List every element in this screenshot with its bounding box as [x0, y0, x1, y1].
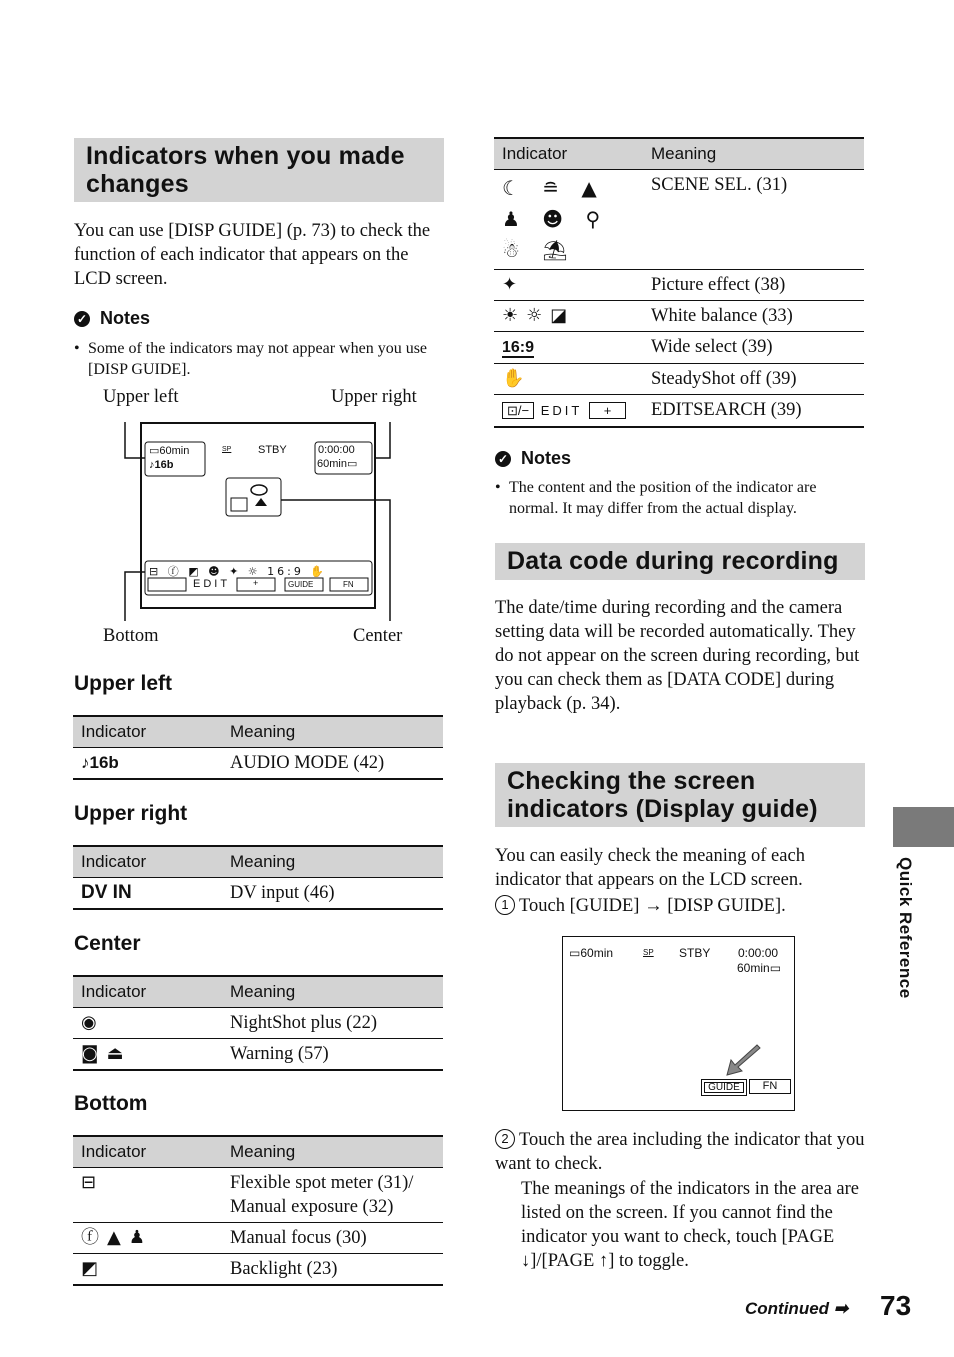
manual-focus-icon: ⓕ▲♟: [81, 1227, 153, 1248]
table-upper-right: Indicator Meaning DV IN DV input (46): [73, 845, 443, 910]
table-row: ◙⏏ Warning (57): [73, 1039, 443, 1071]
editsearch-icon: ⊡/− EDIT +: [502, 402, 626, 419]
note-item: • The content and the position of the indicator are normal. It may differ from the actual display.: [495, 477, 867, 519]
heading-upper-left: Upper left: [74, 672, 173, 695]
lcd-fn: FN: [343, 580, 354, 589]
screen-counter: 0:00:00: [738, 946, 779, 960]
table-row: ♪16b AUDIO MODE (42): [73, 748, 443, 780]
screen-stby: STBY: [679, 946, 711, 960]
table-row: ⊟ Flexible spot meter (31)/ Manual exposure (32): [73, 1168, 443, 1223]
label-upper-left: Upper left: [103, 387, 179, 407]
backlight-icon: ◩: [81, 1258, 107, 1279]
note-item: • Some of the indicators may not appear when you use [DISP GUIDE].: [74, 338, 446, 380]
table-row: DV IN DV input (46): [73, 878, 443, 910]
fn-button[interactable]: FN: [749, 1079, 791, 1094]
label-center: Center: [353, 626, 403, 646]
dv-input-icon: DV IN: [81, 882, 132, 903]
page-number: 73: [880, 1290, 912, 1321]
section-title-display-guide: Checking the screen indicators (Display guide): [495, 763, 865, 827]
notes-icon: ✓: [74, 311, 90, 327]
heading-bottom: Bottom: [74, 1092, 148, 1115]
display-guide-paragraph: You can easily check the meaning of each indicator that appears on the LCD screen.: [495, 846, 805, 890]
notes-icon: ✓: [495, 451, 511, 467]
lcd-battery-time: ▭60min: [149, 445, 190, 457]
intro-paragraph: You can use [DISP GUIDE] (p. 73) to check the function of each indicator that appears on the LCD screen.: [74, 221, 431, 289]
chapter-tab-label: Quick Reference: [896, 857, 915, 999]
data-code-paragraph: The date/time during recording and the camera setting data will be recorded automatically. They do not appear on the screen during recording, but you can check them as [DATA CODE] during playback (p. 34).: [495, 598, 860, 714]
picture-effect-icon: ✦: [502, 274, 526, 295]
lcd-audio-mode: ♪16b: [149, 459, 174, 471]
table-row: ✋ SteadyShot off (39): [494, 364, 864, 395]
spot-meter-icon: ⊟: [81, 1172, 105, 1193]
table-row: ☀☼◪ White balance (33): [494, 301, 864, 332]
white-balance-icons: ☀☼◪: [502, 305, 576, 326]
continued-label: Continued ➡: [745, 1299, 849, 1318]
lcd-plus: +: [253, 578, 259, 588]
heading-upper-right: Upper right: [74, 802, 188, 825]
table-center: Indicator Meaning ◉ NightShot plus (22) ◙⏏ Warning (57): [73, 975, 443, 1071]
chapter-tab-marker: [893, 807, 954, 847]
lcd-diagram-lines: [95, 385, 435, 650]
lcd-counter: 0:00:00: [318, 444, 355, 456]
lcd-guide: GUIDE: [288, 580, 314, 589]
notes-heading-right: ✓ Notes: [495, 448, 571, 469]
table-row: 16:9 Wide select (39): [494, 332, 864, 364]
section-title-indicators-changes: Indicators when you made changes: [74, 138, 444, 202]
screen-battery-time: ▭60min: [569, 946, 614, 960]
lcd-bottom-icons: ⊟ ⓕ ◩ ☻ ✦ ☼ 16:9 ✋: [149, 565, 328, 578]
table-row: ☾ ≘ ▲ ♟ ☻ ⚲ ☃ ⛱ SCENE SEL. (31): [494, 170, 864, 270]
table-row: ⊡/− EDIT + EDITSEARCH (39): [494, 395, 864, 428]
table-bottom: Indicator Meaning ⊟ Flexible spot meter (31)/ Manual exposure (32) ⓕ▲♟ Manual focus (30) ◩ Backlight (23): [73, 1135, 443, 1286]
label-upper-right: Upper right: [331, 387, 417, 407]
steadyshot-off-icon: ✋: [502, 368, 533, 389]
heading-center: Center: [74, 932, 141, 955]
table-right-indicators: Indicator Meaning ☾ ≘ ▲ ♟ ☻ ⚲ ☃ ⛱ SCENE SEL. (31) ✦ Picture effect (38) ☀☼◪ White balance (33) 16:9 Wide select (39) ✋ SteadyShot off (39) ⊡/− EDIT + EDITSEARCH (39): [494, 137, 864, 428]
scene-selection-icons: ☾ ≘ ▲ ♟ ☻ ⚲ ☃ ⛱: [502, 176, 609, 262]
step-1: 1 Touch [GUIDE] → [DISP GUIDE].: [495, 894, 865, 918]
section-title-data-code: Data code during recording: [495, 543, 865, 580]
screen-tape-remaining: 60min▭: [737, 961, 782, 975]
table-row: ◩ Backlight (23): [73, 1254, 443, 1286]
lcd-sp: SP: [222, 446, 232, 453]
guide-button[interactable]: GUIDE: [701, 1079, 747, 1096]
nightshot-plus-icon: ◉: [81, 1012, 105, 1033]
lcd-stby: STBY: [258, 444, 287, 456]
table-row: ⓕ▲♟ Manual focus (30): [73, 1223, 443, 1254]
step-2-detail: The meanings of the indicators in the area are listed on the screen. If you cannot find the indicator you want to check, touch [PAGE ↓]/[PAGE ↑] to toggle.: [521, 1179, 859, 1271]
lcd-edit: EDIT: [193, 578, 231, 590]
table-row: ◉ NightShot plus (22): [73, 1008, 443, 1039]
label-bottom: Bottom: [103, 626, 159, 646]
lcd-tape-remaining: 60min▭: [317, 458, 358, 470]
wide-select-icon: 16:9: [502, 339, 535, 356]
warning-icon: ◙⏏: [81, 1043, 132, 1064]
screen-sp: SP: [643, 948, 654, 957]
table-row: ✦ Picture effect (38): [494, 270, 864, 301]
arrow-right-icon: ➡: [833, 1299, 849, 1318]
step-2: 2 Touch the area including the indicator that you want to check.: [495, 1130, 865, 1174]
table-upper-left: Indicator Meaning ♪16b AUDIO MODE (42): [73, 715, 443, 780]
audio-mode-icon: ♪16b: [81, 753, 119, 772]
display-guide-screen: [562, 936, 795, 1111]
pointing-arrow-icon: [723, 1041, 763, 1077]
lcd-diagram: [95, 385, 435, 650]
notes-heading: ✓ Notes: [74, 308, 150, 329]
